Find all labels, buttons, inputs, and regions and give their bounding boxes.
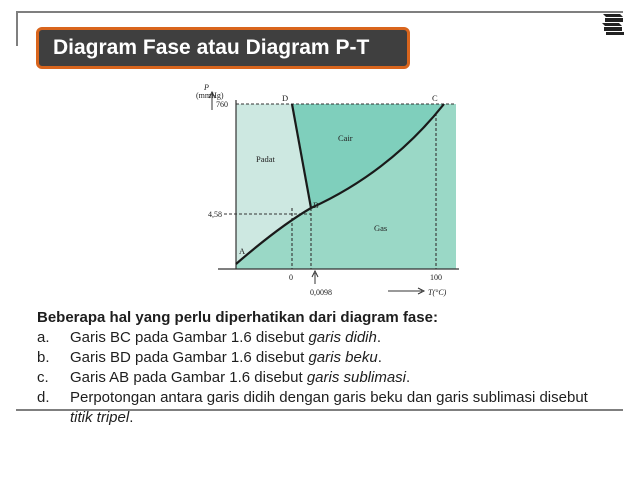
notes-block: [37, 308, 597, 428]
list-text: Perpotongan antara garis didih dengan garis beku dan garis sublimasi disebut titik tripel.: [70, 389, 588, 426]
list-text: Garis BD pada Gambar 1.6 disebut garis beku.: [70, 349, 382, 366]
list-item: [37, 368, 597, 388]
up-arrow-icon: [312, 271, 318, 284]
book-stack-icon: [600, 12, 626, 36]
list-marker: b.: [37, 349, 50, 366]
t-axis-arrow-icon: [388, 288, 424, 294]
point-label-b: B: [313, 200, 319, 210]
term-garis-beku: garis beku: [308, 349, 378, 366]
list-item: [37, 388, 597, 428]
t-tick-0: 0: [289, 273, 293, 282]
p-unit-label: (mmHg): [196, 91, 224, 100]
term-titik-tripel: titik tripel: [70, 409, 130, 426]
term-garis-didih: garis didih: [308, 329, 377, 346]
term-garis-sublimasi: garis sublimasi: [306, 369, 407, 386]
list-item: [37, 328, 597, 348]
p-axis-label: P: [204, 83, 209, 92]
list-text: Garis AB pada Gambar 1.6 disebut garis sublimasi.: [70, 369, 411, 386]
list-item: [37, 348, 597, 368]
point-label-c: C: [432, 93, 438, 103]
list-marker: a.: [37, 329, 50, 346]
list-marker: c.: [37, 369, 49, 386]
frame-left-line: [16, 11, 18, 46]
region-label-padat: Padat: [256, 154, 275, 164]
list-marker: d.: [37, 389, 50, 406]
p-tick-458: 4,58: [208, 210, 222, 219]
t-tick-00098: 0,0098: [310, 288, 332, 297]
list-text: Garis BC pada Gambar 1.6 disebut garis didih.: [70, 329, 382, 346]
frame-top-line: [16, 11, 623, 13]
point-label-d: D: [282, 93, 289, 103]
t-axis-label: T(°C): [428, 288, 447, 297]
t-tick-100: 100: [430, 273, 442, 282]
region-label-cair: Cair: [338, 133, 353, 143]
p-tick-760: 760: [216, 100, 228, 109]
phase-diagram: [190, 80, 470, 302]
slide-title: Diagram Fase atau Diagram P-T: [36, 27, 410, 69]
point-label-a: A: [239, 246, 246, 256]
region-label-gas: Gas: [374, 223, 388, 233]
notes-intro: Beberapa hal yang perlu diperhatikan dari diagram fase:: [37, 309, 438, 326]
